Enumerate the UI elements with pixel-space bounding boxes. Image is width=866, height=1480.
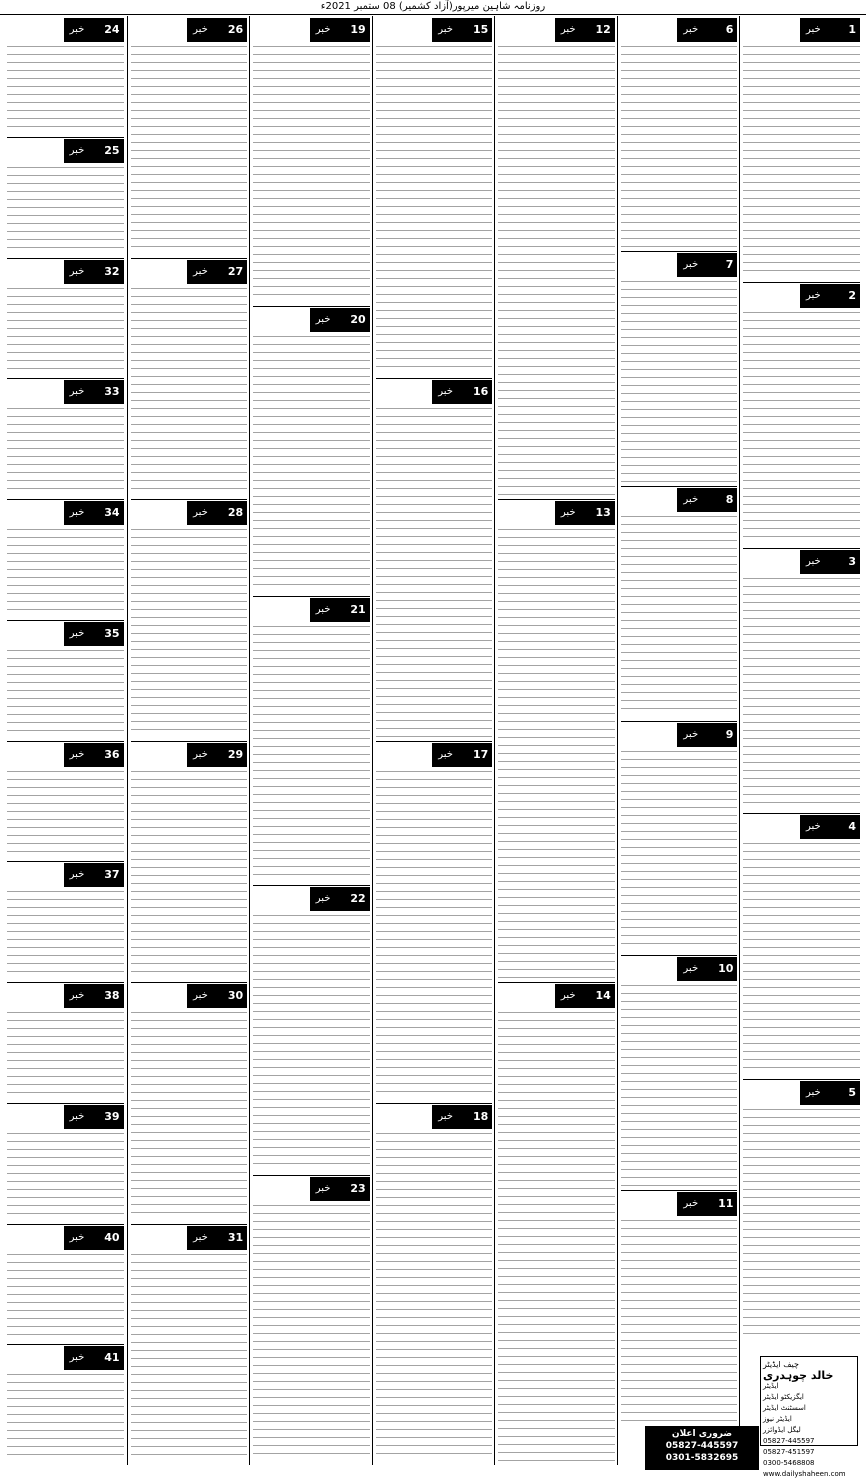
news-item (7, 137, 124, 258)
news-item-number-badge (800, 1081, 860, 1105)
news-item-number: 29 (227, 747, 244, 761)
news-item (621, 16, 738, 251)
news-item-body-lines (621, 516, 738, 717)
item-divider (621, 1190, 738, 1191)
news-item (7, 378, 124, 499)
news-item (743, 16, 860, 282)
role-3: ایڈیٹر نیوز (763, 1415, 792, 1423)
web-address: www.dailyshaheen.com (763, 1470, 846, 1478)
news-item-number: 12 (595, 23, 611, 36)
news-item-number-badge (64, 1226, 124, 1250)
news-item-number-badge (677, 723, 737, 747)
phone-0: 05827-445597 (763, 1437, 815, 1445)
item-divider (743, 282, 860, 283)
news-item-label: خبر (438, 1110, 453, 1122)
news-item-number-badge (64, 743, 124, 767)
news-item-label: خبر (69, 1352, 85, 1364)
news-item-body-lines (7, 1133, 124, 1220)
news-item-number: 16 (472, 385, 489, 399)
news-item (621, 721, 738, 956)
news-item-number: 28 (227, 506, 244, 519)
news-item-body-lines (621, 1220, 738, 1421)
news-item-label: خبر (69, 265, 85, 277)
news-item-number-badge (432, 18, 492, 42)
notice-phone-1: 0301-5832695 (665, 1453, 739, 1463)
news-item (621, 251, 738, 486)
news-item-number: 2 (848, 288, 856, 302)
columns-container (4, 16, 862, 1465)
news-item (498, 982, 615, 1465)
news-item-label: خبر (69, 507, 85, 518)
news-item (7, 16, 124, 137)
news-item-number-badge (64, 863, 124, 887)
item-divider (131, 499, 248, 500)
news-item-number-badge (432, 743, 492, 767)
news-item (253, 16, 370, 306)
news-item-label: خبر (683, 963, 699, 975)
news-item-label: خبر (438, 24, 453, 35)
news-item-number-badge (677, 1192, 737, 1216)
news-item-label: خبر (315, 313, 331, 325)
news-item-number: 13 (595, 506, 611, 519)
news-item-label: خبر (193, 24, 208, 35)
news-item-label: خبر (193, 507, 208, 518)
item-divider (743, 548, 860, 549)
news-item-label: خبر (69, 386, 85, 398)
news-item-number: 11 (718, 1197, 734, 1211)
news-item-number-badge (187, 18, 247, 42)
news-item-label: خبر (69, 24, 85, 35)
news-item-label: خبر (69, 627, 85, 639)
news-item-number: 32 (104, 264, 120, 278)
news-item-number-badge (800, 815, 860, 839)
item-divider (7, 1103, 124, 1104)
page-title: روزنامہ شاہین میرپور(آزاد کشمیر) 08 ستمبر 2021ء (320, 1, 546, 12)
news-item (743, 282, 860, 548)
role-4: لیگل ایڈوائزر (763, 1426, 801, 1434)
news-item (621, 1190, 738, 1425)
news-item-number: 39 (104, 1109, 120, 1123)
news-item (743, 548, 860, 814)
news-item-number-badge (677, 253, 737, 277)
news-item (498, 16, 615, 499)
notice-title: ضروری اعلان (671, 1429, 733, 1439)
item-divider (7, 861, 124, 862)
news-item (376, 16, 493, 378)
news-item-body-lines (743, 578, 860, 810)
news-item (7, 499, 124, 620)
news-item-number: 38 (104, 989, 120, 1002)
item-divider (7, 620, 124, 621)
news-item-number: 40 (104, 1230, 120, 1244)
news-item (376, 741, 493, 1103)
item-divider (7, 258, 124, 259)
news-item-number: 6 (725, 23, 734, 36)
news-column (127, 16, 251, 1465)
news-item (253, 885, 370, 1175)
news-item-number-badge (64, 622, 124, 646)
news-item-number-badge (677, 957, 737, 981)
item-divider (131, 741, 248, 742)
news-item-number-badge (310, 308, 370, 332)
news-item-label: خبر (560, 990, 576, 1001)
news-item (376, 1103, 493, 1465)
item-divider (376, 1103, 493, 1104)
news-item-body-lines (131, 1012, 248, 1220)
news-item-number: 31 (227, 1230, 244, 1244)
news-item-number: 26 (227, 23, 244, 36)
news-item-number-badge (187, 984, 247, 1008)
news-item-number-badge (432, 380, 492, 404)
news-item-number-badge (64, 139, 124, 163)
news-item-body-lines (621, 751, 738, 952)
news-item (131, 16, 248, 258)
role-0: ایڈیٹر (763, 1382, 779, 1390)
news-item-label: خبر (805, 289, 821, 301)
news-item (131, 741, 248, 983)
item-divider (7, 499, 124, 500)
item-divider (743, 1079, 860, 1080)
news-item-body-lines (7, 167, 124, 254)
news-item-label: خبر (193, 748, 208, 760)
news-item-label: خبر (805, 24, 821, 35)
news-item-body-lines (376, 1133, 493, 1461)
news-item (7, 741, 124, 862)
news-item-body-lines (621, 985, 738, 1186)
news-item-label: خبر (315, 603, 331, 615)
news-item-label: خبر (560, 24, 576, 35)
news-item-label: خبر (69, 748, 85, 760)
phone-1: 05827-451597 (763, 1448, 815, 1456)
news-item-number: 4 (848, 820, 856, 834)
phone-2: 0300-5468808 (763, 1459, 815, 1467)
news-column (4, 16, 127, 1465)
news-item-number-badge (64, 18, 124, 42)
news-item-body-lines (7, 1254, 124, 1341)
news-item (7, 1344, 124, 1465)
item-divider (498, 499, 615, 500)
news-item-label: خبر (69, 144, 85, 156)
item-divider (621, 955, 738, 956)
news-item-body-lines (7, 1374, 124, 1461)
news-item-label: خبر (69, 869, 85, 881)
role-1: ایگزیکٹو ایڈیٹر (763, 1393, 804, 1401)
news-item-number: 25 (104, 143, 120, 157)
news-item-body-lines (7, 408, 124, 495)
news-item-number: 5 (848, 1086, 856, 1100)
item-divider (7, 137, 124, 138)
item-divider (253, 885, 370, 886)
news-item-label: خبر (315, 893, 331, 905)
news-item-body-lines (743, 843, 860, 1075)
news-item-number: 1 (848, 23, 856, 36)
item-divider (498, 982, 615, 983)
news-item-number: 30 (227, 989, 244, 1002)
news-item-number: 20 (350, 312, 366, 326)
news-item (498, 499, 615, 982)
page-header (0, 0, 866, 15)
news-item-number: 9 (725, 727, 734, 741)
notice-box (645, 1426, 759, 1470)
news-item-number-badge (310, 887, 370, 911)
news-item-body-lines (498, 529, 615, 978)
news-item-label: خبر (683, 24, 699, 35)
news-item-body-lines (131, 288, 248, 496)
news-item-number-badge (800, 18, 860, 42)
news-item-label: خبر (805, 821, 821, 833)
news-item-number: 27 (227, 264, 244, 278)
news-item (743, 813, 860, 1079)
news-item (7, 620, 124, 741)
news-item-label: خبر (69, 1231, 85, 1243)
news-item-body-lines (498, 46, 615, 495)
news-item-number-badge (677, 18, 737, 42)
news-item (7, 1224, 124, 1345)
news-item-label: خبر (683, 258, 699, 270)
news-item-number-badge (187, 743, 247, 767)
news-item (131, 258, 248, 500)
news-item-body-lines (131, 529, 248, 737)
news-item (621, 486, 738, 721)
news-item (253, 306, 370, 596)
news-item-number-badge (310, 18, 370, 42)
news-item-number: 34 (104, 506, 120, 519)
news-item-body-lines (743, 1109, 860, 1341)
news-item-body-lines (7, 1012, 124, 1099)
news-item-body-lines (7, 46, 124, 133)
news-item (131, 499, 248, 741)
news-item-number: 23 (350, 1182, 366, 1196)
news-item (743, 1079, 860, 1345)
item-divider (376, 741, 493, 742)
item-divider (7, 982, 124, 983)
news-column (249, 16, 373, 1465)
news-item-body-lines (131, 1254, 248, 1462)
news-item-number: 3 (848, 554, 856, 568)
item-divider (621, 251, 738, 252)
news-item-body-lines (376, 408, 493, 736)
news-item-body-lines (131, 771, 248, 979)
news-item-number: 22 (350, 892, 366, 906)
item-divider (743, 813, 860, 814)
news-item (131, 982, 248, 1224)
news-item-number-badge (800, 550, 860, 574)
news-item (253, 596, 370, 886)
item-divider (131, 982, 248, 983)
news-item-number-badge (187, 501, 247, 525)
item-divider (7, 741, 124, 742)
news-item-label: خبر (805, 555, 821, 567)
news-item-label: خبر (193, 265, 208, 277)
news-item-number-badge (555, 984, 615, 1008)
news-item-number: 8 (725, 492, 734, 506)
news-item-body-lines (7, 891, 124, 978)
news-item-body-lines (253, 626, 370, 882)
news-item-number-badge (310, 598, 370, 622)
news-item-body-lines (253, 915, 370, 1171)
news-item-body-lines (376, 771, 493, 1099)
news-item (621, 955, 738, 1190)
news-item-label: خبر (683, 728, 699, 740)
news-item-number: 18 (472, 1109, 489, 1123)
news-item-body-lines (253, 336, 370, 592)
editor-label: چیف ایڈیٹر (763, 1360, 799, 1369)
notice-phone-0: 05827-445597 (665, 1441, 739, 1451)
news-item-number-badge (64, 984, 124, 1008)
news-item-label: خبر (315, 24, 331, 35)
news-item (253, 1175, 370, 1465)
news-item-label: خبر (315, 1183, 331, 1195)
item-divider (7, 1344, 124, 1345)
news-item-body-lines (7, 771, 124, 858)
news-item-label: خبر (193, 1231, 208, 1243)
item-divider (131, 258, 248, 259)
news-item (131, 1224, 248, 1466)
item-divider (621, 486, 738, 487)
news-column (494, 16, 618, 1465)
news-item-body-lines (253, 46, 370, 302)
news-item-number-badge (64, 380, 124, 404)
news-item-label: خبر (560, 507, 576, 518)
news-item-body-lines (131, 46, 248, 254)
news-item-number: 21 (350, 602, 366, 616)
news-item (376, 378, 493, 740)
news-item-body-lines (253, 1205, 370, 1461)
news-item (7, 258, 124, 379)
editor-name: خالد چوہدری (763, 1369, 834, 1382)
item-divider (376, 378, 493, 379)
item-divider (253, 596, 370, 597)
news-item (7, 1103, 124, 1224)
news-item-label: خبر (805, 1087, 821, 1099)
news-item (7, 982, 124, 1103)
news-item-number: 33 (104, 385, 120, 399)
news-item-label: خبر (69, 1110, 85, 1122)
masthead-box (760, 1356, 858, 1478)
news-item-label: خبر (683, 493, 699, 505)
news-item-body-lines (7, 288, 124, 375)
news-item-number-badge (187, 1226, 247, 1250)
news-item-label: خبر (438, 748, 453, 760)
news-item-number: 35 (104, 626, 120, 640)
news-item-label: خبر (438, 386, 453, 398)
news-column (739, 16, 863, 1465)
news-item-number: 15 (472, 23, 489, 36)
news-item-number-badge (432, 1105, 492, 1129)
news-item-label: خبر (683, 1198, 699, 1210)
role-2: اسسٹنٹ ایڈیٹر (763, 1404, 806, 1412)
item-divider (621, 721, 738, 722)
news-item-number-badge (187, 260, 247, 284)
item-divider (253, 306, 370, 307)
news-item-number: 24 (104, 23, 120, 36)
news-item-number-badge (310, 1177, 370, 1201)
news-item-number-badge (64, 1105, 124, 1129)
news-item-body-lines (743, 312, 860, 544)
news-item-number-badge (555, 18, 615, 42)
news-item-number-badge (64, 1346, 124, 1370)
news-item-number-badge (677, 488, 737, 512)
news-item-number: 37 (104, 868, 120, 882)
news-item (7, 861, 124, 982)
item-divider (7, 378, 124, 379)
news-item-body-lines (621, 281, 738, 482)
news-column (617, 16, 741, 1465)
news-item-body-lines (7, 529, 124, 616)
news-item-body-lines (376, 46, 493, 374)
news-item-number-badge (64, 501, 124, 525)
item-divider (131, 1224, 248, 1225)
news-item-number-badge (555, 501, 615, 525)
news-item-number: 36 (104, 747, 120, 761)
news-item-number-badge (800, 284, 860, 308)
news-column (372, 16, 496, 1465)
news-item-number: 10 (718, 962, 734, 976)
item-divider (253, 1175, 370, 1176)
news-item-body-lines (7, 650, 124, 737)
item-divider (7, 1224, 124, 1225)
news-item-number: 41 (104, 1351, 120, 1365)
news-item-number: 14 (595, 989, 611, 1002)
news-item-body-lines (743, 46, 860, 278)
news-item-number: 17 (472, 747, 489, 761)
news-item-number-badge (64, 260, 124, 284)
news-item-number: 7 (725, 257, 734, 271)
news-item-number: 19 (350, 23, 366, 36)
news-item-body-lines (498, 1012, 615, 1461)
news-item-label: خبر (193, 990, 208, 1001)
news-item-label: خبر (69, 990, 85, 1001)
news-item-body-lines (621, 46, 738, 247)
